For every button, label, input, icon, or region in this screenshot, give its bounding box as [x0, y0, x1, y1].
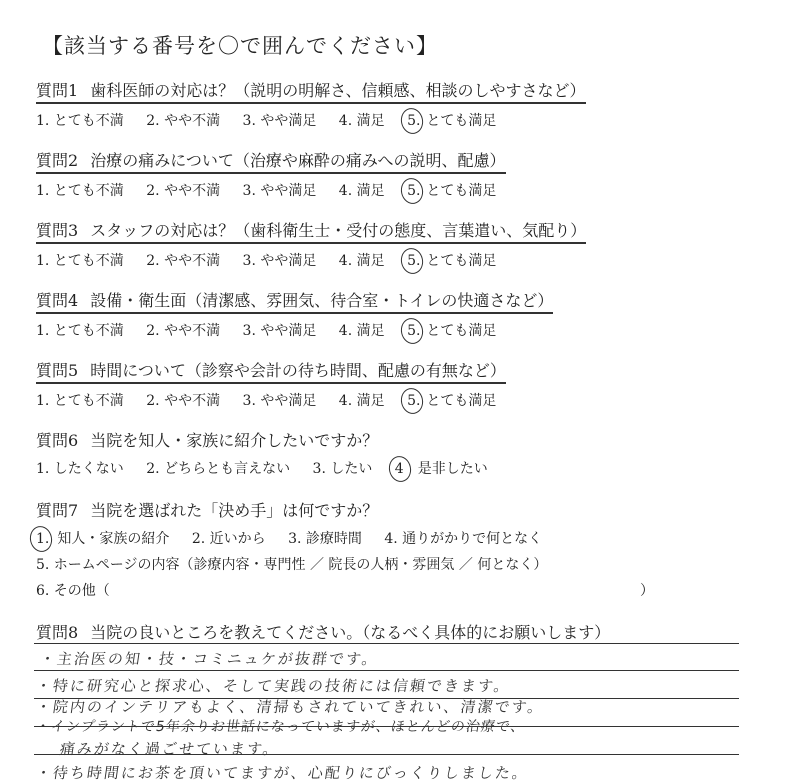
option-2[interactable]: 2. やや不満 — [146, 183, 221, 199]
option-2[interactable]: 2. 近いから — [191, 531, 266, 547]
handwritten-line-5: 痛みがなく過ごせています。 — [58, 740, 282, 758]
option-2[interactable]: 2. やや不満 — [146, 113, 221, 129]
option-4-circled[interactable]: 4 — [394, 461, 404, 477]
question-number: 質問7 — [36, 501, 79, 520]
question-label: 当院を選ばれた「決め手」は何ですか？ — [90, 501, 379, 520]
option-3[interactable]: 3. したい — [312, 461, 373, 477]
question-number: 質問8 — [36, 623, 79, 642]
option-1-circled[interactable]: 1. — [36, 531, 50, 547]
question-label: 当院を知人・家族に紹介したいですか？ — [90, 431, 379, 450]
option-5-circled[interactable]: 5. — [407, 393, 421, 409]
question-3 — [36, 218, 586, 270]
option-6-close: ） — [640, 583, 654, 599]
options-row-1 — [36, 528, 565, 548]
option-1[interactable]: 1. とても不満 — [36, 113, 124, 129]
option-5-circled[interactable]: 5. — [407, 113, 421, 129]
option-1[interactable]: 1. とても不満 — [36, 253, 124, 269]
option-3[interactable]: 3. やや満足 — [242, 393, 317, 409]
option-4[interactable]: 4. 満足 — [338, 113, 385, 129]
question-number: 質問3 — [36, 221, 79, 240]
option-5-circled[interactable]: 5. — [407, 323, 421, 339]
options-row — [36, 250, 586, 270]
option-3[interactable]: 3. 診療時間 — [288, 531, 362, 547]
question-4-text — [36, 288, 553, 314]
question-number: 質問6 — [36, 431, 79, 450]
question-number: 質問4 — [36, 291, 79, 310]
option-2[interactable]: 2. やや不満 — [146, 393, 221, 409]
handwritten-line-2: ・特に研究心と探求心、そして実践の技術には信頼できます。 — [34, 677, 513, 695]
question-label: 当院の良いところを教えてください。（なるべく具体的にお願いします） — [90, 623, 611, 642]
options-row-3 — [36, 580, 654, 600]
question-2 — [36, 148, 506, 200]
handwritten-line-4: ・インプラントで5年余りお世話になっていますが、ほとんどの治療で、 — [34, 719, 527, 735]
handwritten-line-1: ・主治医の知・技・コミニュケが抜群です。 — [38, 650, 381, 668]
options-row — [36, 458, 488, 478]
question-number: 質問1 — [36, 81, 79, 100]
options-row — [36, 390, 506, 410]
option-5-circled[interactable]: 5. — [407, 183, 421, 199]
answer-line — [34, 643, 739, 644]
option-1[interactable]: 1. とても不満 — [36, 323, 124, 339]
option-5-label: とても満足 — [426, 393, 497, 409]
option-1[interactable]: 1. とても不満 — [36, 393, 124, 409]
answer-line — [34, 670, 739, 671]
option-1[interactable]: 1. とても不満 — [36, 183, 124, 199]
option-5[interactable]: 5. ホームページの内容（診療内容・専門性 ／ 院長の人柄・雰囲気 ／ 何となく） — [36, 557, 548, 573]
option-4-label: 是非したい — [417, 461, 488, 477]
question-3-text — [36, 218, 586, 244]
option-2[interactable]: 2. やや不満 — [146, 323, 221, 339]
question-number: 質問2 — [36, 151, 79, 170]
question-label: 歯科医師の対応は？（説明の明解さ、信頼感、相談のしやすさなど） — [90, 81, 586, 100]
question-7-text — [36, 498, 378, 522]
options-row — [36, 110, 586, 130]
option-6[interactable]: 6. その他（ — [36, 583, 110, 599]
question-2-text — [36, 148, 506, 174]
question-4 — [36, 288, 553, 340]
question-1-text — [36, 78, 586, 104]
question-5-text — [36, 358, 506, 384]
option-5-label: とても満足 — [426, 323, 497, 339]
option-4[interactable]: 4. 満足 — [338, 253, 385, 269]
option-5-label: とても満足 — [426, 183, 497, 199]
question-8-text — [36, 620, 610, 644]
option-3[interactable]: 3. やや満足 — [242, 183, 317, 199]
question-6-text — [36, 428, 378, 452]
option-4[interactable]: 4. 満足 — [338, 323, 385, 339]
question-label: 時間について（診察や会計の待ち時間、配慮の有無など） — [90, 361, 506, 380]
option-3[interactable]: 3. やや満足 — [242, 323, 317, 339]
options-row — [36, 180, 506, 200]
question-number: 質問5 — [36, 361, 79, 380]
options-row-2 — [36, 554, 565, 574]
question-5 — [36, 358, 506, 410]
option-2[interactable]: 2. やや不満 — [146, 253, 221, 269]
option-5-circled[interactable]: 5. — [407, 253, 421, 269]
question-8 — [36, 620, 610, 644]
option-5-label: とても満足 — [426, 253, 497, 269]
handwritten-line-3: ・院内のインテリアもよく、清掃もされていてきれい、清潔です。 — [34, 698, 546, 716]
option-4[interactable]: 4. 満足 — [338, 183, 385, 199]
option-3[interactable]: 3. やや満足 — [242, 253, 317, 269]
question-7 — [36, 498, 654, 600]
option-4[interactable]: 4. 通りがかりで何となく — [384, 531, 543, 547]
page-title: 【該当する番号を〇で囲んでください】 — [42, 34, 438, 58]
option-3[interactable]: 3. やや満足 — [242, 113, 317, 129]
option-5-label: とても満足 — [426, 113, 497, 129]
handwritten-line-6: ・待ち時間にお茶を頂いてますが、心配りにびっくりしました。 — [34, 764, 531, 782]
question-label: 設備・衛生面（清潔感、雰囲気、待合室・トイレの快適さなど） — [90, 291, 554, 310]
option-2[interactable]: 2. どちらとも言えない — [146, 461, 291, 477]
option-1-label: 知人・家族の紹介 — [57, 531, 170, 547]
option-1[interactable]: 1. したくない — [36, 461, 124, 477]
options-row — [36, 320, 553, 340]
question-label: スタッフの対応は？（歯科衛生士・受付の態度、言葉遣い、気配り） — [90, 221, 587, 240]
question-label: 治療の痛みについて（治療や麻酔の痛みへの説明、配慮） — [90, 151, 506, 170]
question-6 — [36, 428, 488, 478]
question-1 — [36, 78, 586, 130]
option-4[interactable]: 4. 満足 — [338, 393, 385, 409]
